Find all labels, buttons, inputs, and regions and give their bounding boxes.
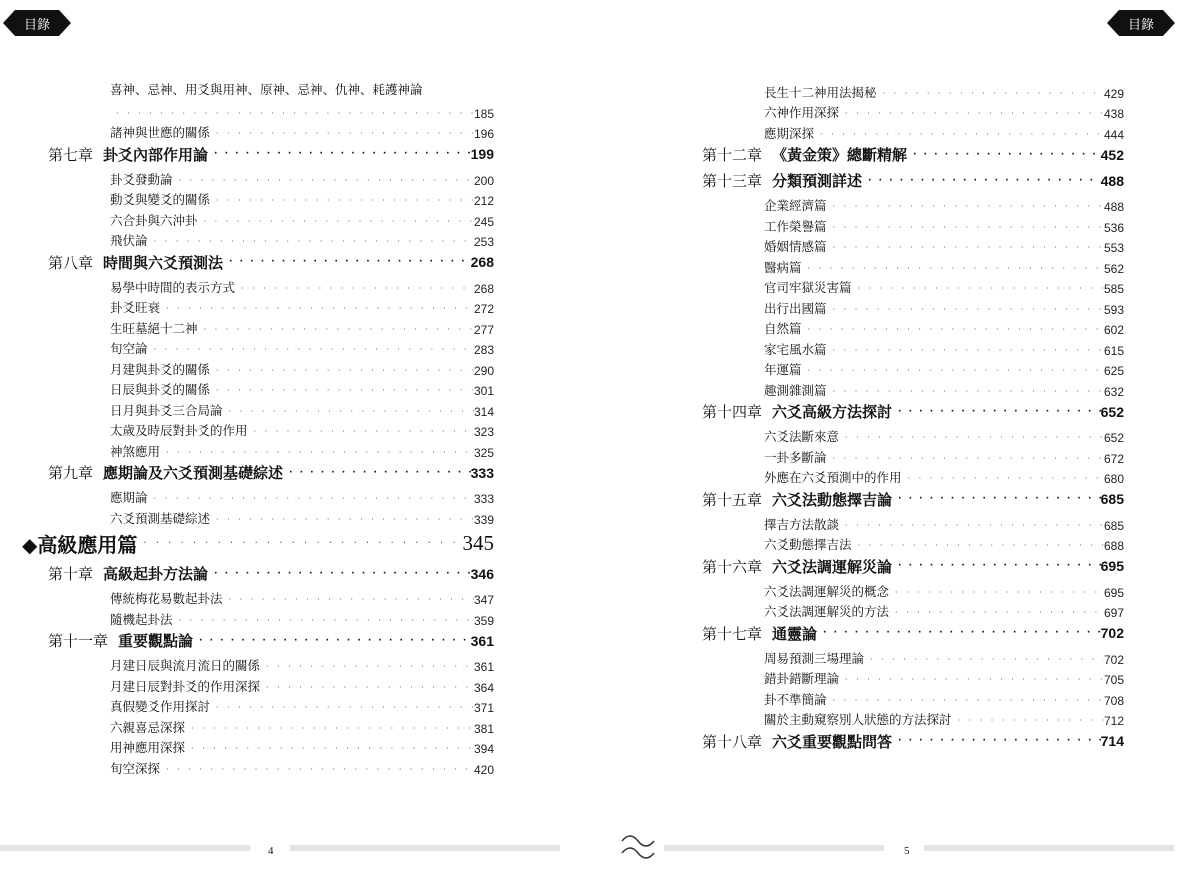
- page-number: 333: [470, 464, 494, 481]
- entry-title: 六爻重要觀點問答: [772, 732, 893, 751]
- page-number: 283: [473, 343, 494, 357]
- dot-leader: [827, 385, 1104, 399]
- toc-section-entry[interactable]: [702, 276, 1124, 297]
- entry-title: 應期論及六爻預測基礎綜述: [103, 464, 284, 482]
- page-number: 695: [1100, 558, 1124, 574]
- toc-entry-title[interactable]: 喜神、忌神、用爻與用神、原神、忌神、仇神、耗護神論: [110, 82, 423, 97]
- entry-title: 日月與卦爻三合局論: [110, 402, 223, 418]
- page-number: 359: [473, 613, 494, 628]
- floral-ornament-icon: [0, 823, 594, 873]
- entry-title: 六爻預測基礎綜述: [110, 510, 211, 526]
- chapter-number: 第七章: [48, 145, 94, 164]
- toc-nav-button-left[interactable]: [3, 10, 71, 36]
- dot-leader: [198, 323, 474, 337]
- left-page: [0, 0, 594, 873]
- dot-leader: [210, 384, 474, 398]
- toc-section-entry[interactable]: [702, 425, 1124, 446]
- dot-leader: [235, 282, 474, 296]
- toc-nav-label: 目錄: [23, 18, 50, 33]
- toc-chapter-entry[interactable]: [702, 728, 1124, 754]
- page-number: 688: [1103, 539, 1124, 553]
- page-number: 438: [1103, 107, 1124, 121]
- toc-section-entry[interactable]: [48, 695, 494, 716]
- entry-title: 婚姻情感篇: [764, 239, 827, 254]
- entry-title: 旬空論: [110, 341, 148, 356]
- toc-section-entry[interactable]: [702, 235, 1124, 256]
- chapter-number: 第十二章: [702, 146, 763, 164]
- toc-section-entry[interactable]: [48, 506, 494, 527]
- chapter-number: 第十八章: [702, 732, 763, 751]
- entry-title: 六爻高級方法探討: [772, 403, 893, 421]
- page-number: 685: [1100, 491, 1124, 507]
- page-number: 708: [1103, 693, 1124, 708]
- page-number: 196: [473, 127, 494, 141]
- dot-leader: [160, 763, 474, 777]
- entry-title: 趣測雜測篇: [764, 382, 827, 398]
- page-number: 364: [473, 680, 494, 695]
- entry-title: 出行出國篇: [764, 300, 827, 316]
- toc-section-entry[interactable]: [48, 486, 494, 507]
- page-number: 245: [473, 214, 494, 229]
- dot-leader: [208, 561, 471, 587]
- dot-leader: [862, 168, 1101, 194]
- entry-title: 六爻法動態擇吉論: [772, 490, 893, 509]
- dot-leader: [902, 472, 1104, 486]
- toc-section-entry[interactable]: [702, 337, 1124, 358]
- dot-leader: [892, 553, 1101, 579]
- toc-section-entry[interactable]: [702, 255, 1124, 276]
- entry-title: 長生十二神用法揭秘: [764, 84, 877, 100]
- toc-section-entry[interactable]: [48, 167, 494, 188]
- entry-title: 月建日辰與流月流日的關係: [110, 658, 261, 673]
- toc-section-entry[interactable]: [48, 188, 494, 209]
- entry-title: 關於主動窺察別人狀態的方法探討: [764, 712, 952, 727]
- dot-leader: [210, 364, 474, 378]
- dot-leader: [185, 722, 474, 736]
- page-number: 212: [473, 194, 494, 208]
- entry-title: 六爻法調運解災的概念: [764, 583, 890, 599]
- toc-section-entry[interactable]: [702, 296, 1124, 317]
- dot-leader: [223, 249, 471, 275]
- dot-leader: [223, 593, 474, 607]
- dot-leader: [892, 399, 1101, 425]
- page-number: 672: [1103, 451, 1124, 466]
- toc-section-entry[interactable]: [48, 275, 494, 296]
- dot-leader: [827, 221, 1104, 235]
- entry-title: 通靈論: [772, 624, 818, 643]
- toc-section-entry[interactable]: [702, 101, 1124, 122]
- page-number: 301: [473, 384, 494, 398]
- dot-leader: [839, 107, 1104, 121]
- dot-leader: [210, 194, 474, 208]
- page-number: 277: [473, 322, 494, 337]
- dot-leader: [817, 620, 1101, 646]
- toc-section-entry[interactable]: [48, 398, 494, 419]
- toc-chapter-entry[interactable]: [48, 249, 494, 275]
- page-number: 632: [1103, 384, 1124, 399]
- dot-leader: [148, 343, 474, 357]
- dot-leader: [223, 405, 474, 419]
- page-number: 695: [1103, 585, 1124, 600]
- chapter-number: 第十一章: [48, 632, 109, 650]
- page-number: 652: [1103, 431, 1124, 445]
- page-number: 625: [1103, 364, 1124, 378]
- page-number: 314: [473, 404, 494, 419]
- page-number: 268: [473, 281, 494, 296]
- entry-title: 官司牢獄災害篇: [764, 280, 852, 295]
- dot-leader: [827, 241, 1104, 255]
- chapter-number: 第十四章: [702, 403, 763, 421]
- page-number: 371: [473, 701, 494, 715]
- dot-leader: [827, 694, 1104, 708]
- chapter-number: 第十三章: [702, 172, 763, 190]
- page-number: 444: [1103, 127, 1124, 142]
- entry-title: 分類預測詳述: [772, 172, 863, 190]
- entry-title: 日辰與卦爻的關係: [110, 382, 211, 397]
- entry-title: 六爻法斷來意: [764, 429, 840, 444]
- toc-section-entry[interactable]: [702, 214, 1124, 235]
- entry-title: ◆高級應用篇: [22, 533, 138, 557]
- entry-title: 太歲及時辰對卦爻的作用: [110, 423, 248, 438]
- toc-section-entry[interactable]: [702, 512, 1124, 533]
- toc-section-entry[interactable]: [702, 121, 1124, 142]
- page-number: 347: [473, 593, 494, 607]
- dot-leader: [827, 344, 1104, 358]
- page-number: 553: [1103, 241, 1124, 255]
- entry-title: 六爻法調運解災論: [772, 557, 893, 576]
- entry-title: 企業經濟篇: [764, 198, 827, 213]
- dot-leader: [892, 728, 1101, 754]
- toc-list-left: [22, 80, 494, 777]
- page-number: 268: [470, 254, 494, 270]
- page-number: 290: [473, 363, 494, 378]
- entry-title: 周易預測三場理論: [764, 650, 865, 666]
- toc-section-entry[interactable]: [702, 80, 1124, 101]
- toc-section-entry[interactable]: [48, 121, 494, 142]
- dot-leader: [248, 425, 474, 439]
- decorative-footer-band: [594, 823, 1188, 873]
- toc-section-entry[interactable]: [48, 607, 494, 628]
- toc-chapter-entry[interactable]: [48, 141, 494, 167]
- dot-leader: [827, 200, 1104, 214]
- entry-title: 一卦多斷論: [764, 449, 827, 465]
- entry-title: 諸神與世應的關係: [110, 125, 211, 140]
- toc-section-entry[interactable]: [48, 587, 494, 608]
- toc-nav-button-right[interactable]: [1107, 10, 1175, 36]
- dot-leader: [907, 142, 1101, 168]
- dot-leader: [283, 460, 471, 486]
- entry-title: 動爻與變爻的關係: [110, 192, 211, 207]
- dot-leader: [852, 539, 1104, 553]
- page-folio: 5: [904, 845, 910, 857]
- toc-chapter-entry[interactable]: [702, 142, 1124, 168]
- dot-leader: [185, 742, 474, 756]
- chapter-number: 第九章: [48, 464, 94, 482]
- dot-leader: [193, 628, 471, 654]
- entry-title: 工作榮譽篇: [764, 218, 827, 234]
- toc-section-entry[interactable]: [48, 654, 494, 675]
- entry-title: 真假變爻作用探討: [110, 699, 211, 714]
- dot-leader: [110, 107, 474, 121]
- page-number: 562: [1103, 261, 1124, 276]
- page-number: 253: [473, 235, 494, 249]
- dot-leader: [889, 586, 1104, 600]
- toc-section-entry[interactable]: [48, 715, 494, 736]
- toc-section-entry[interactable]: [702, 600, 1124, 621]
- toc-section-entry[interactable]: [48, 296, 494, 317]
- decorative-footer-band: [0, 823, 594, 873]
- toc-part-entry[interactable]: [22, 527, 494, 561]
- page-number: 361: [470, 632, 494, 649]
- entry-title: 易學中時間的表示方式: [110, 279, 236, 295]
- dot-leader: [892, 486, 1101, 512]
- chapter-number: 第十六章: [702, 557, 763, 576]
- page-number: 200: [473, 173, 494, 188]
- page-number: 185: [473, 106, 494, 121]
- page-number: 602: [1103, 323, 1124, 337]
- entry-title: 卦爻內部作用論: [103, 145, 209, 164]
- toc-section-entry[interactable]: [48, 439, 494, 460]
- entry-title: 自然篇: [764, 321, 802, 336]
- page-number: 361: [473, 660, 494, 674]
- entry-title: 卦不準簡論: [764, 691, 827, 707]
- dot-leader: [802, 323, 1104, 337]
- page-number: 452: [1100, 146, 1124, 163]
- toc-section-entry[interactable]: [48, 378, 494, 399]
- toc-section-entry[interactable]: [48, 736, 494, 757]
- dot-leader: [952, 714, 1104, 728]
- toc-section-entry[interactable]: [702, 579, 1124, 600]
- toc-section-entry[interactable]: [702, 194, 1124, 215]
- dot-leader: [889, 606, 1104, 620]
- entry-title: 外應在六爻預測中的作用: [764, 470, 902, 485]
- dot-leader: [173, 174, 474, 188]
- toc-section-entry[interactable]: [48, 208, 494, 229]
- dot-leader: [260, 681, 474, 695]
- entry-title: 月建與卦爻的關係: [110, 361, 211, 377]
- page-number: 325: [473, 445, 494, 460]
- page-number: 429: [1103, 86, 1124, 101]
- dot-leader: [827, 452, 1104, 466]
- entry-title: 卦爻旺衰: [110, 300, 161, 315]
- toc-section-entry[interactable]: [48, 316, 494, 337]
- toc-list-right: [702, 80, 1124, 754]
- chapter-number: 第八章: [48, 253, 94, 272]
- dot-leader: [210, 127, 474, 141]
- page-number: 339: [473, 512, 494, 527]
- toc-section-entry[interactable]: [702, 533, 1124, 554]
- toc-chapter-entry[interactable]: [48, 628, 494, 654]
- dot-leader: [148, 235, 474, 249]
- dot-leader: [260, 660, 474, 674]
- dot-leader: [137, 527, 462, 561]
- page-number: 705: [1103, 673, 1124, 687]
- page-number: 536: [1103, 220, 1124, 235]
- entry-title: 六親喜忌深探: [110, 719, 186, 735]
- page-number: 333: [473, 492, 494, 506]
- toc-section-entry[interactable]: [48, 419, 494, 440]
- page-number: 615: [1103, 343, 1124, 358]
- dot-leader: [864, 653, 1104, 667]
- page-number: 199: [470, 146, 494, 162]
- dot-leader: [802, 262, 1104, 276]
- dot-leader: [198, 215, 474, 229]
- toc-nav-label: 目錄: [1127, 18, 1154, 33]
- page-number: 593: [1103, 302, 1124, 317]
- entry-title: 應期深探: [764, 125, 815, 141]
- page-number: 323: [473, 425, 494, 439]
- toc-section-entry[interactable]: [48, 756, 494, 777]
- dot-leader: [208, 141, 471, 167]
- toc-chapter-entry[interactable]: [702, 399, 1124, 425]
- page-number: 394: [473, 742, 494, 756]
- entry-title: 旬空深探: [110, 760, 161, 776]
- page-number: 346: [470, 565, 494, 582]
- toc-section-entry[interactable]: [702, 445, 1124, 466]
- entry-title: 傳統梅花易數起卦法: [110, 591, 223, 606]
- dot-leader: [160, 446, 474, 460]
- page-number: 488: [1100, 172, 1124, 189]
- page-number: 652: [1100, 403, 1124, 420]
- page-number: 585: [1103, 282, 1124, 296]
- toc-section-entry[interactable]: [48, 229, 494, 250]
- entry-title: 錯卦錯斷理論: [764, 671, 840, 686]
- entry-title: 六爻法調運解災的方法: [764, 604, 890, 619]
- entry-title: 生旺墓絕十二神: [110, 320, 198, 336]
- page-number: 420: [473, 762, 494, 777]
- toc-section-entry[interactable]: [702, 646, 1124, 667]
- page-number: 697: [1103, 606, 1124, 620]
- entry-title: 隨機起卦法: [110, 611, 173, 627]
- entry-title: 擇吉方法散談: [764, 516, 840, 532]
- page-number: 345: [462, 531, 494, 555]
- right-page: [594, 0, 1188, 873]
- entry-title: 用神應用深探: [110, 740, 186, 755]
- entry-title: 神煞應用: [110, 443, 161, 459]
- toc-section-entry[interactable]: [702, 378, 1124, 399]
- toc-chapter-entry[interactable]: [702, 620, 1124, 646]
- page-number: 712: [1103, 714, 1124, 728]
- toc-section-entry[interactable]: [48, 674, 494, 695]
- toc-section-entry[interactable]: [702, 667, 1124, 688]
- page-number: 702: [1100, 625, 1124, 641]
- dot-leader: [827, 303, 1104, 317]
- page-number: 685: [1103, 518, 1124, 533]
- toc-entry[interactable]: [48, 100, 494, 121]
- dot-leader: [814, 128, 1104, 142]
- toc-chapter-entry[interactable]: [702, 486, 1124, 512]
- entry-title: 應期論: [110, 490, 148, 505]
- entry-title: 時間與六爻預測法: [103, 253, 224, 272]
- toc-section-entry[interactable]: [48, 357, 494, 378]
- page-number: 702: [1103, 652, 1124, 667]
- entry-title: 醫病篇: [764, 259, 802, 275]
- page-number: 680: [1103, 472, 1124, 486]
- toc-chapter-entry[interactable]: [48, 460, 494, 486]
- page-number: 381: [473, 721, 494, 736]
- dot-leader: [839, 431, 1104, 445]
- entry-title: 月建日辰對卦爻的作用深探: [110, 678, 261, 694]
- page-number: 714: [1100, 733, 1124, 749]
- entry-title: 卦爻發動論: [110, 171, 173, 187]
- entry-title: 高級起卦方法論: [103, 565, 209, 583]
- dot-leader: [877, 87, 1104, 101]
- entry-title: 六合卦與六沖卦: [110, 212, 198, 228]
- dot-leader: [839, 673, 1104, 687]
- entry-title: 家宅風水篇: [764, 341, 827, 357]
- page-number: 488: [1103, 200, 1124, 214]
- toc-section-entry[interactable]: [702, 708, 1124, 729]
- page-folio: 4: [268, 845, 274, 857]
- toc-section-entry[interactable]: [702, 317, 1124, 338]
- dot-leader: [802, 364, 1104, 378]
- chapter-number: 第十章: [48, 565, 94, 583]
- toc-chapter-entry[interactable]: [702, 168, 1124, 194]
- dot-leader: [160, 302, 474, 316]
- chapter-number: 第十七章: [702, 624, 763, 643]
- entry-title: 《黃金策》總斷精解: [772, 146, 908, 164]
- chapter-number: 第十五章: [702, 490, 763, 509]
- toc-section-entry[interactable]: [48, 337, 494, 358]
- dot-leader: [148, 492, 474, 506]
- entry-title: 重要觀點論: [118, 632, 194, 650]
- entry-title: 飛伏論: [110, 233, 148, 248]
- dot-leader: [839, 519, 1104, 533]
- floral-ornament-icon: [594, 823, 1188, 873]
- toc-chapter-entry[interactable]: [48, 561, 494, 587]
- dot-leader: [210, 513, 474, 527]
- entry-title: 六神作用深探: [764, 105, 840, 120]
- entry-title: 六爻動態擇吉法: [764, 537, 852, 552]
- page-number: 272: [473, 302, 494, 316]
- entry-title: 年運篇: [764, 362, 802, 377]
- dot-leader: [852, 282, 1104, 296]
- dot-leader: [173, 614, 474, 628]
- dot-leader: [210, 701, 474, 715]
- toc-section-entry[interactable]: [702, 466, 1124, 487]
- toc-chapter-entry[interactable]: [702, 553, 1124, 579]
- toc-section-entry[interactable]: [702, 358, 1124, 379]
- toc-section-entry[interactable]: [702, 687, 1124, 708]
